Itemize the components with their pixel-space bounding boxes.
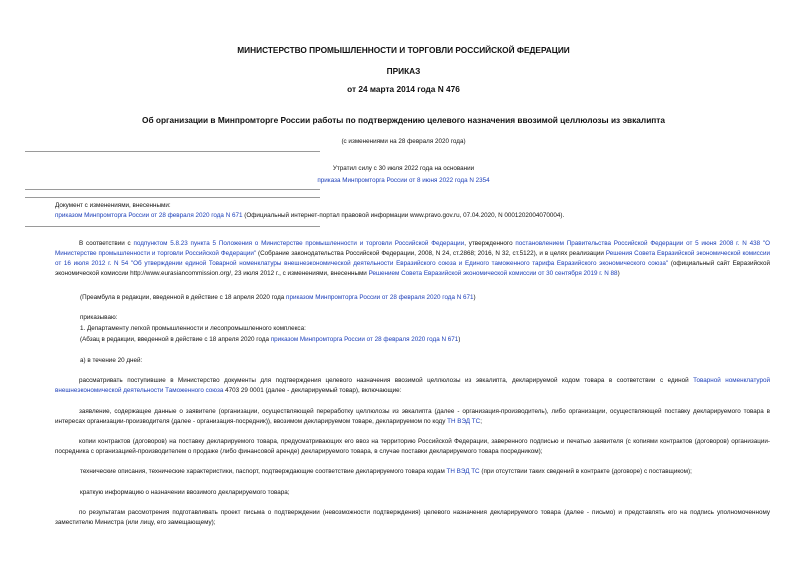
ministry-heading: МИНИСТЕРСТВО ПРОМЫШЛЕННОСТИ И ТОРГОВЛИ РОССИЙСКОЙ ФЕДЕРАЦИИ (237, 45, 570, 55)
eec-decision-link[interactable]: Решения Совета Евразийской экономической комиссии от 16 июля 2012 г. N 54 "Об утверждении единой Товарной номенклатуры внешнеэкономической деятельности Евразийского союза и Единого таможенного тарифа Евразийского экономического союза" (55, 250, 770, 267)
item-a: а) в течение 20 дней: (80, 357, 143, 364)
order-word: приказываю: (80, 314, 118, 321)
divider (25, 226, 320, 227)
amendment-link[interactable]: приказом Минпромторга России от 28 февраля 2020 года N 671 (270, 336, 459, 343)
paragraph-purpose: краткую информацию о назначении ввозимого декларируемого товара; (80, 489, 290, 496)
government-decree-link[interactable]: постановлением Правительства Российской Федерации от 5 июня 2008 г. N 438 "О Министерстве промышленности и торговли Российской Федерации" (55, 240, 771, 257)
paragraph-contracts: копии контрактов (договоров) на поставку декларируемого товара, предусматривающих его ввоз на территорию Российской Федерации, заверенного подписью и печатью заявителя (с копиями контрактов (договоров) организации-посредника с организацией-производителем о продаже (либо финансовой аренде) декларируемого товара, в случае поставки декларируемого товара посредником); (55, 438, 770, 455)
divider (25, 189, 320, 190)
item-1-note: (Абзац в редакции, введенной в действие с 18 апреля 2020 года приказом Минпромторга России от 28 февраля 2020 года N 671) (80, 336, 461, 343)
divider (25, 197, 320, 198)
paragraph-specs: технические описания, технические характеристики, паспорт, подтверждающие соответствие декларируемого товара кодам ТН ВЭД ТС (при отсутствии таких сведений в контракте (договоре) с поставщиком); (80, 468, 692, 475)
changes-line (55, 211, 564, 221)
regulation-link[interactable]: подпунктом 5.8.23 пункта 5 Положения о Министерстве промышленности и торговли Российской Федерации (133, 240, 465, 247)
amendment-note: (с изменениями на 28 февраля 2020 года) (341, 138, 466, 145)
paragraph-review: рассматривать поступившие в Министерство документы для подтверждения целевого назначения ввозимой целлюлозы из эвкалипта, декларируемой кодом товара в соответствии с единой Товарной номенклатурой внешнеэкономической деятельности Таможенного союза 4703 29 0001 (далее - декларируемый товар), включающие: (55, 377, 770, 394)
document-date-number: от 24 марта 2014 года N 476 (347, 84, 460, 94)
document-title: Об организации в Минпромторге России работы по подтверждению целевого назначения ввозимой целлюлозы из эвкалипта (142, 115, 665, 125)
preamble-note: (Преамбула в редакции, введенной в действие с 18 апреля 2020 года приказом Минпромторга России от 28 февраля 2020 года N 671) (80, 294, 476, 301)
tnved-ts-link[interactable]: ТН ВЭД ТС (446, 468, 480, 475)
amendment-link[interactable]: приказом Минпромторга России от 28 февраля 2020 года N 671 (55, 212, 243, 219)
eec-decision-88-link[interactable]: Решением Совета Евразийской экономической комиссии от 30 сентября 2019 г. N 88 (368, 270, 618, 277)
divider (25, 151, 320, 152)
tnved-ts-link[interactable]: ТН ВЭД ТС (447, 418, 481, 425)
tnved-link[interactable]: Товарной номенклатурой внешнеэкономической деятельности Таможенного союза (55, 377, 770, 394)
document-type: ПРИКАЗ (386, 66, 421, 76)
item-1: 1. Департаменту легкой промышленности и лесопромышленного комплекса: (80, 325, 306, 332)
amendment-link[interactable]: приказом Минпромторга России от 28 февраля 2020 года N 671 (286, 294, 474, 301)
changes-source: (Официальный интернет-портал правовой информации www.pravo.gov.ru, 07.04.2020, N 0001202004070004). (242, 212, 565, 219)
changes-label: Документ с изменениями, внесенными: (55, 202, 171, 209)
repeal-link[interactable]: приказа Минпромторга России от 8 июня 2022 года N 2354 (317, 177, 490, 184)
status-line: Утратил силу с 30 июля 2022 года на основании (332, 165, 475, 172)
preamble-paragraph: В соответствии с подпунктом 5.8.23 пункта 5 Положения о Министерстве промышленности и торговли Российской Федерации, утвержденного постановлением Правительства Российской Федерации от 5 июня 2008 г. N 438 "О Министерстве промышленности и торговли Российской Федерации" (Собрание законодательства Российской Федерации, 2008, N 24, ст.2868; 2016, N 32, ст.5122), и в целях реализации Решения Совета Евразийской экономической комиссии от 16 июля 2012 г. N 54 "Об утверждении единой Товарной номенклатуры внешнеэкономической деятельности Евразийского союза и Единого таможенного тарифа Евразийского экономического союза" (официальный сайт Евразийской экономической комиссии http://www.eurasiancommission.org/, 23 июля 2012 г., с изменениями, внесенными Решением Совета Евразийской экономической комиссии от 30 сентября 2019 г. N 88) (55, 240, 771, 277)
paragraph-application: заявление, содержащее данные о заявителе (организации, осуществляющей переработку целлюлозы из эвкалипта (далее - организация-производитель), либо организации, осуществляющей поставку декларируемого товара в интересах организации-производителя (далее - организация-посредник)), ввозимом декларируемом товаре, декларируемом по коду ТН ВЭД ТС; (55, 408, 770, 425)
paragraph-letter: по результатам рассмотрения подготавливать проект письма о подтверждении (невозможности подтверждения) целевого назначения декларируемого товара (далее - письмо) и представлять его на подпись уполномоченному заместителю Министра (или лицу, его замещающему); (55, 509, 770, 526)
